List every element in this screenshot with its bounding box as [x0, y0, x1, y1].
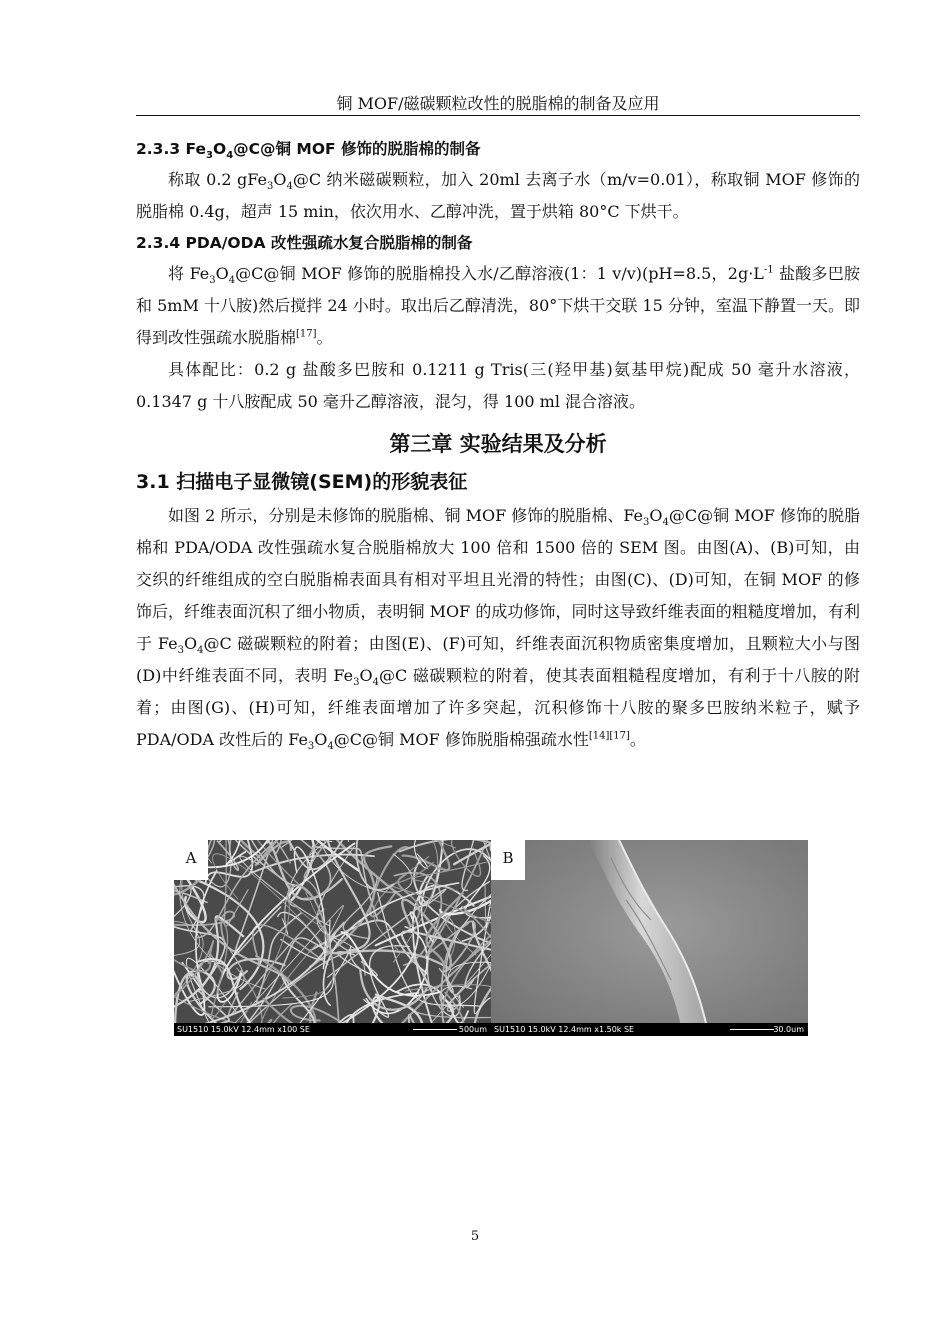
sem-image-b-single-fiber: [491, 840, 808, 1036]
page-number: 5: [470, 1229, 480, 1244]
running-title: 铜 MOF/磁碳颗粒改性的脱脂棉的制备及应用: [336, 94, 660, 113]
paragraph-2-3-4-a: [136, 258, 860, 354]
text-run: @C 纳米磁碳颗粒，加入 20ml 去离子水（m/v=0.01），称取铜 MOF 修饰的脱脂棉 0.4g，超声 15 min，依次用水、乙醇冲洗，置于烘箱 80°C 下烘干。: [136, 170, 860, 221]
heading-number: 2.3.4: [136, 234, 181, 252]
superscript: -1: [763, 264, 774, 276]
chem-sub: 3: [307, 741, 315, 753]
chem-sub: 4: [228, 275, 236, 287]
chem-sub: 3: [206, 150, 213, 162]
chem-o: O: [314, 730, 328, 749]
chem-o: O: [649, 506, 663, 525]
paragraph-2-3-3: [136, 164, 860, 228]
sem-image-a-fibers: [174, 840, 491, 1036]
sem-info-a: SU1510 15.0kV 12.4mm x100 SE: [177, 1025, 310, 1034]
chem-sub: 3: [266, 181, 274, 193]
scalebar-b: [491, 1023, 808, 1036]
chem-o: O: [359, 666, 373, 685]
scalebar-a: [174, 1023, 491, 1036]
panel-label-a: A: [174, 840, 208, 880]
chem-o: O: [184, 634, 198, 653]
scale-ticks-b: [730, 1025, 774, 1030]
chem-sub: 3: [353, 677, 360, 689]
chem-sub: 4: [197, 645, 204, 657]
sem-panel-a: [174, 840, 491, 1036]
scale-ticks-a: [413, 1025, 457, 1030]
text-run: @C@铜 MOF 修饰的脱脂棉投入水/乙醇溶液(1：1 v/v)(pH=8.5，2g·L: [235, 264, 764, 283]
sem-panel-b: [491, 840, 808, 1036]
sem-figure: [174, 840, 808, 1036]
text-run: @C@铜 MOF 修饰的脱脂棉和 PDA/ODA 改性强疏水复合脱脂棉放大 100 倍和 1500 倍的 SEM 图。由图(A)、(B)可知，由交织的纤维组成的空白脱脂棉表面具有相对平坦且光滑的特性；由图(C)、(D)可知，在铜 MOF 的修饰后，纤维表面沉积了细小物质，表明铜 MOF 的成功修饰，同时这导致纤维表面的粗糙度增加，有利于 Fe: [136, 506, 860, 653]
chem-sub: 4: [372, 677, 379, 689]
text-run: 盐酸多巴胺和 5mM 十八胺)然后搅拌 24 小时。取出后乙醇清洗，80°下烘干交联 15 分钟，室温下静置一天。即得到改性强疏水脱脂棉: [136, 264, 860, 347]
citation: [17]: [296, 328, 317, 340]
chem-sub: 3: [643, 517, 650, 529]
text-run: 。: [316, 328, 333, 347]
text-run: @C 磁碳颗粒的附着，使其表面粗糙程度增加，有利于十八胺的附着；由图(G)、(H)可知，纤维表面增加了许多突起，沉积修饰十八胺的聚多巴胺纳米粒子，赋予 PDA/ODA 改性后的 Fe: [136, 666, 860, 749]
citation: [14][17]: [588, 730, 630, 742]
text-run: 将 Fe: [168, 264, 210, 283]
paragraph-2-3-4-b: 具体配比：0.2 g 盐酸多巴胺和 0.1211 g Tris(三(羟甲基)氨基甲烷)配成 50 毫升水溶液，0.1347 g 十八胺配成 50 毫升乙醇溶液，混匀，得 100 ml 混合溶液。: [136, 360, 860, 411]
text-run: 如图 2 所示，分别是未修饰的脱脂棉、铜 MOF 修饰的脱脂棉、Fe: [168, 506, 644, 525]
sem-scale-a: 500um: [458, 1025, 487, 1034]
heading-text: PDA/ODA 改性强疏水复合脱脂棉的制备: [185, 234, 473, 252]
heading-number: 2.3.3: [136, 140, 181, 158]
chem-o: O: [215, 264, 229, 283]
chem-sub: 4: [286, 181, 293, 193]
chapter-title: 第三章 实验结果及分析: [389, 432, 607, 456]
chem-sub: 4: [327, 741, 334, 753]
sem-scale-b: 30.0um: [773, 1025, 804, 1034]
chem-fe: Fe: [185, 140, 207, 158]
text-run: 称取 0.2 gFe: [168, 170, 267, 189]
chem-sub: 3: [177, 645, 184, 657]
section-heading-3-1: 3.1 扫描电子显微镜(SEM)的形貌表征: [136, 471, 468, 493]
page-content: [136, 134, 860, 756]
panel-label-b: B: [491, 840, 525, 880]
sem-info-b: SU1510 15.0kV 12.4mm x1.50k SE: [494, 1025, 635, 1034]
chem-o: O: [213, 140, 227, 158]
section-heading-2-3-3: [136, 134, 860, 164]
section-heading-2-3-4: [136, 228, 860, 258]
chem-sub: 4: [226, 150, 234, 162]
paragraph-3-1: [136, 500, 860, 756]
text-run: @C@铜 MOF 修饰脱脂棉强疏水性: [333, 730, 589, 749]
header-rule: [136, 115, 860, 116]
chem-o: O: [273, 170, 287, 189]
chem-sub: 4: [662, 517, 669, 529]
heading-text: @C@铜 MOF 修饰的脱脂棉的制备: [233, 140, 481, 158]
text-run: @C 磁碳颗粒的附着；由图(E)、(F)可知，纤维表面沉积物质密集度增加，且颗粒大小与图(D)中纤维表面不同，表明 Fe: [136, 634, 860, 685]
chem-sub: 3: [209, 275, 216, 287]
text-run: 。: [629, 730, 646, 749]
